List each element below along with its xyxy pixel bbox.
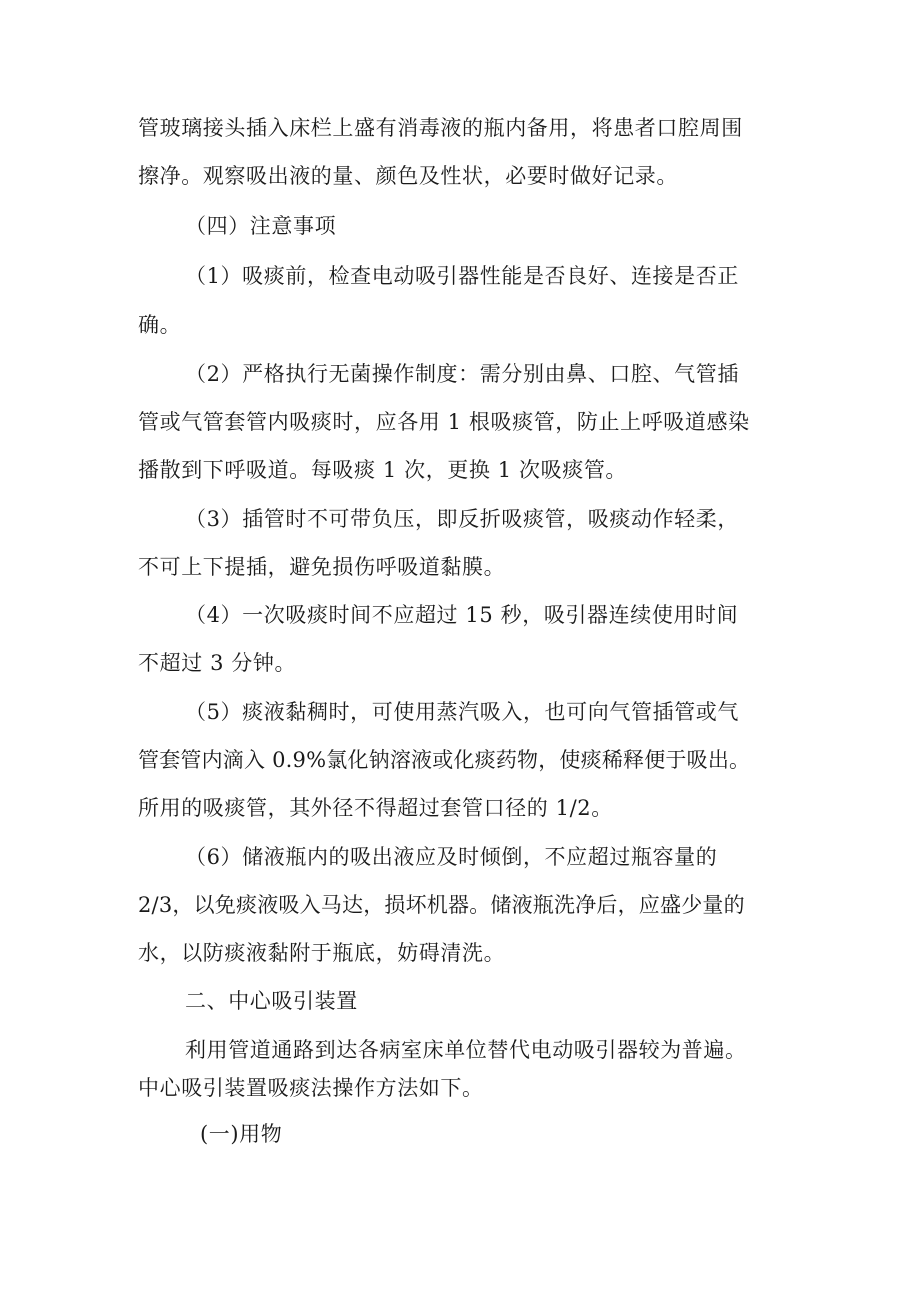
paragraph-line: 播散到下呼吸道。每吸痰 1 次，更换 1 次吸痰管。: [138, 458, 628, 482]
section-heading: 二、中心吸引装置: [185, 989, 358, 1013]
paragraph-line: 擦净。观察吸出液的量、颜色及性状，必要时做好记录。: [138, 164, 678, 188]
paragraph-line: 管玻璃接头插入床栏上盛有消毒液的瓶内备用，将患者口腔周围: [138, 116, 743, 140]
paragraph-line: （2）严格执行无菌操作制度：需分别由鼻、口腔、气管插: [185, 362, 739, 386]
paragraph-line: 中心吸引装置吸痰法操作方法如下。: [138, 1076, 484, 1100]
paragraph-line: （6）储液瓶内的吸出液应及时倾倒，不应超过瓶容量的: [185, 845, 718, 869]
paragraph-line: 不超过 3 分钟。: [138, 651, 297, 675]
paragraph-line: 确。: [138, 313, 182, 337]
paragraph-line: （1）吸痰前，检查电动吸引器性能是否良好、连接是否正: [185, 264, 739, 288]
paragraph-line: 管或气管套管内吸痰时，应各用 1 根吸痰管，防止上呼吸道感染: [138, 410, 750, 434]
paragraph-line: 水，以防痰液黏附于瓶底，妨碍清洗。: [138, 941, 506, 965]
subsection-heading: (一)用物: [200, 1122, 283, 1146]
section-heading: （四）注意事项: [185, 214, 337, 238]
paragraph-line: 管套管内滴入 0.9%氯化钠溶液或化痰药物，使痰稀释便于吸出。: [138, 748, 751, 772]
paragraph-line: 2/3，以免痰液吸入马达，损坏机器。储液瓶洗净后，应盛少量的: [138, 893, 745, 917]
paragraph-line: 不可上下提插，避免损伤呼吸道黏膜。: [138, 555, 506, 579]
paragraph-line: （4）一次吸痰时间不应超过 15 秒，吸引器连续使用时间: [185, 603, 739, 627]
paragraph-line: 所用的吸痰管，其外径不得超过套管口径的 1/2。: [138, 796, 613, 820]
paragraph-line: （3）插管时不可带负压，即反折吸痰管，吸痰动作轻柔，: [185, 507, 739, 531]
paragraph-line: 利用管道通路到达各病室床单位替代电动吸引器较为普遍。: [185, 1038, 747, 1062]
paragraph-line: （5）痰液黏稠时，可使用蒸汽吸入，也可向气管插管或气: [185, 700, 739, 724]
